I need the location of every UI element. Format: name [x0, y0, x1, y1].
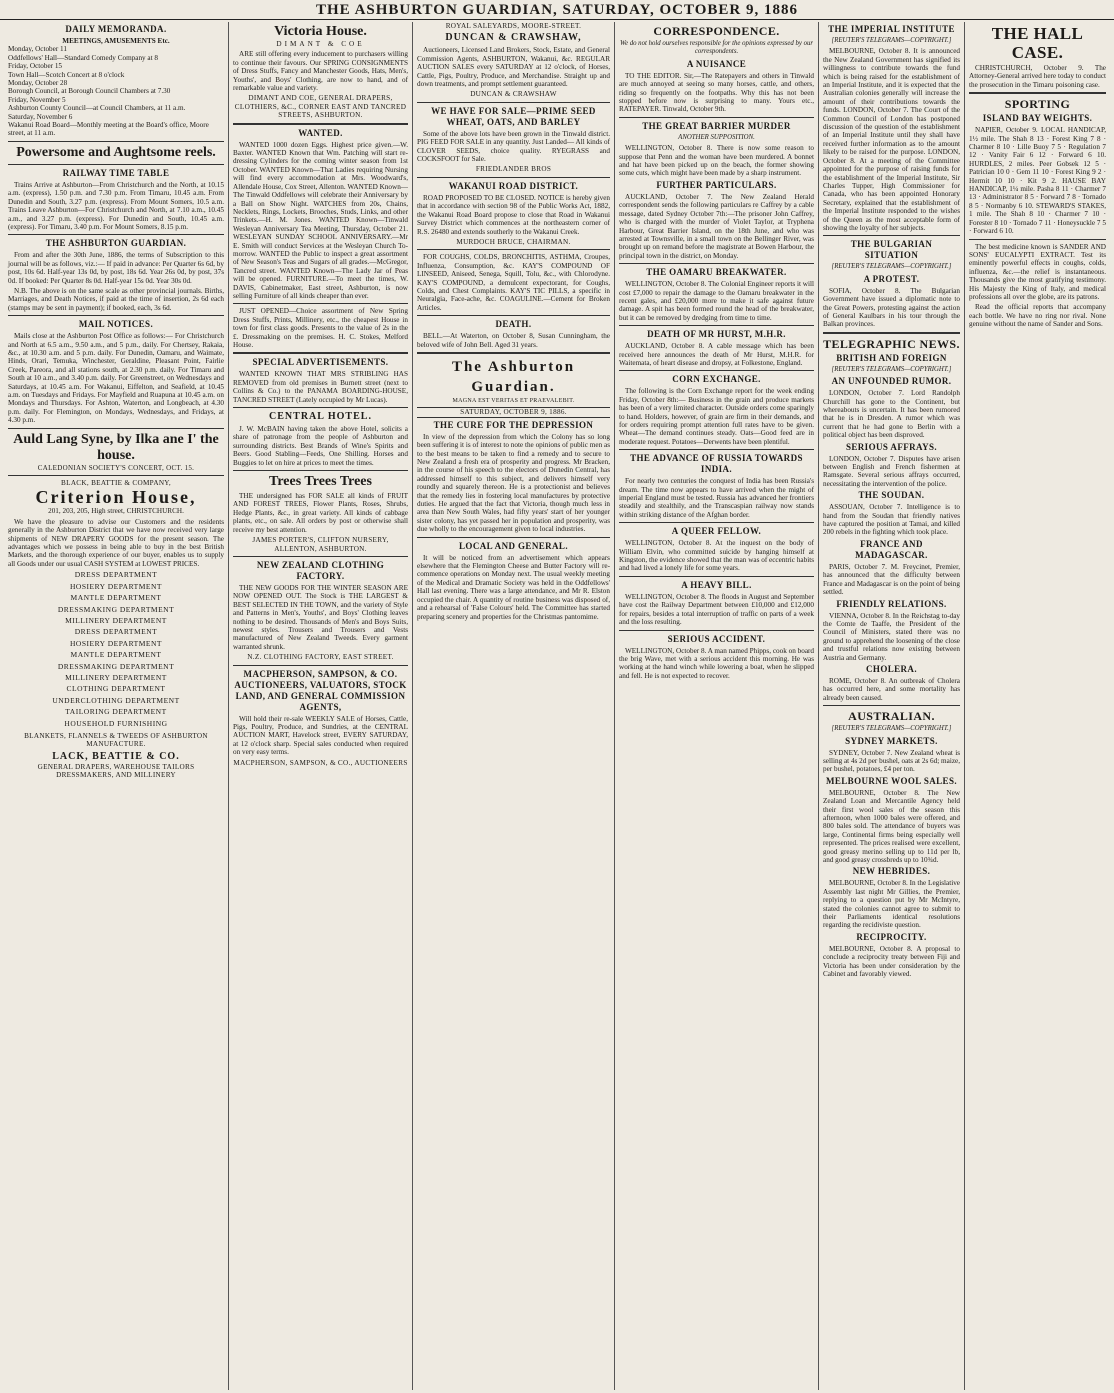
island-text: NAPIER, October 9. LOCAL HANDICAP, 1½ mile. The Shah 8 13 · Forest King 7 8 · Charmer 8 10 · Lille Buoy 7 5 · Regulation 7 12 · Vanity Fair 6 12 · Forward 6 10. HURDLES, 2 miles. Peer Gobsek 12 5 · Patrician 10 0 · Gem 11 10 · Forest King 9 2 · Hermit 10 10 · Kit 9 2. HAUSE BAY HANDICAP, 1¼ mile. Pasha 8 11 · Charmer 7 13 · Administrator 8 5 · Forward 7 8 · Tornado 8 5 · Normanby 6 10. STEWARD'S STAKES, 1 mile. The Shah 8 10 · Charmer 7 10 · Forester 8 10 · Tornado 7 11 · Honeysuckle 7 5 · Forward 6 10. — [969, 126, 1106, 236]
trees-sign: JAMES PORTER'S, CLIFTON NURSERY, ALLENTON, ASHBURTON. — [252, 536, 389, 553]
kays-text: FOR COUGHS, COLDS, BRONCHITIS, ASTHMA, Croupes, Influenza, Consumption, &c. KAY'S COMPOUND OF LINSEED, Aniseed, Senega, Squill, Tolu, &c., with Chlorodyne. KAY'S COMPOUND, a demulcent expectorant, for Coughs, Colds, and Chest Complaints. KAY'S TIC PILLS, a specific in Neuralgia, Face-ache, &c. COAGULINE.—Cement for Broken Articles. — [417, 253, 610, 312]
auld-title: Auld Lang Syne, by Ilka ane I' the house. — [13, 431, 219, 463]
department-line: MANTLE DEPARTMENT — [70, 650, 162, 660]
cure-header: THE CURE FOR THE DEPRESSION — [433, 419, 594, 430]
masthead: THE ASHBURTON GUARDIAN, SATURDAY, OCTOBER 9, 1886 — [0, 0, 1114, 20]
paper-title: The Ashburton Guardian. — [451, 358, 576, 395]
nuisance-header: A NUISANCE — [686, 58, 747, 69]
hall-title: THE HALL CASE. — [991, 24, 1084, 62]
department-line: DRESS DEPARTMENT — [74, 570, 158, 580]
sydney-header: SYDNEY MARKETS. — [845, 735, 938, 746]
serious-header: SERIOUS ACCIDENT. — [667, 633, 766, 644]
nuisance-text: TO THE EDITOR. Sir,—The Ratepayers and others in Tinwald are much annoyed at seeing so many horses, cattle, and others, riding so frequently on the footpaths. Why this has not been stopped before now is surprising to many. Yours etc., RATEPAYER. Tinwald, October 9th. — [619, 71, 814, 114]
wakanui-header: WAKANUI ROAD DISTRICT. — [448, 180, 579, 191]
guardian-header: THE ASHBURTON GUARDIAN. — [45, 238, 187, 249]
guardian-nb: N.B. The above is on the same scale as other provincial journals. Births, Marriages, and Death Notices, if paid at the time of insertion, 2s 6d each (stamps may be sent in payment); if booked, each, 3s 6d. — [8, 286, 224, 312]
mail-header: MAIL NOTICES. — [78, 319, 154, 330]
auld-sub: CALEDONIAN SOCIETY'S CONCERT, OCT. 15. — [37, 463, 195, 472]
memoranda-line: Monday, October 11 — [8, 45, 67, 54]
paper-title-block — [417, 357, 610, 418]
cholera-header: CHOLERA. — [866, 663, 917, 674]
department-line: TAILORING DEPARTMENT — [65, 707, 167, 717]
victoria-text: ARE still offering every inducement to purchasers willing to continue their favours. Our SPRING CONSIGNMENTS of Dress Stuffs, Fancy and Manchester Goods, Hats, Men's, Youths', and Boys' Clothing, are now to hand, and of remarkable value and variety. — [233, 50, 408, 93]
department-line: MANTLE DEPARTMENT — [70, 593, 162, 603]
russia-text: For nearly two centuries the conquest of India has been Russia's dream. The time now appears to have arrived when the might of imperial England must be tested. Russia has advanced her frontiers steadily and stealthily, and the Transcaspian railway now stands within striking distance of the Afghan border. — [619, 477, 814, 519]
railway-header: RAILWAY TIME TABLE — [62, 167, 170, 178]
victoria-sub: DIMANT & COE — [276, 40, 365, 48]
auld-ad — [8, 432, 224, 472]
memoranda-line: Saturday, November 6 — [8, 112, 73, 121]
guardian-text: From and after the 30th June, 1886, the terms of Subscription to this journal will be as follows, viz.:— If paid in advance: Per Quarter 6s 6d, by post, 10s 6d. Half-year 13s 0d, by post, 18s 6d. Year 26s 0d, by post, 37s 0d. If booked: Per Quarter 8s 0d. Half-year 15s 0d. Year 30s 0d. — [8, 251, 224, 285]
russia-header: THE ADVANCE OF RUSSIA TOWARDS INDIA. — [630, 453, 803, 475]
column-4 — [614, 22, 818, 1390]
oamaru-header: THE OAMARU BREAKWATER. — [646, 267, 787, 278]
cure-text: In view of the depression from which the Colony has so long been suffering it is of interest to note the opinions of public men as to the best means to be taken to find a remedy and to secure to New Zealand a fresh era of prosperity and progress. Mr Bracken, in the course of his speech to the electors of Dunedin Central, has addressed himself to this subject, and delivers himself very roundly and squarely thereon. He is a protectionist and believes that the remedy lies in fostering local manufactures by protective duties. He argued that the fact that Victoria, though much less in area than New South Wales, had fifty years' start of her younger sister colony, has yet passed her in population and prosperity, was due wholly to the encouragement given to local industries. — [417, 432, 610, 534]
madagascar-text: PARIS, October 7. M. Freycinet, Premier, has announced that the difficulty between France and Madagascar is on the point of being settled. — [823, 562, 960, 597]
hebrides-text: MELBOURNE, October 8. In the Legislative Assembly last night Mr Gillies, the Premier, replying to a question put by Mr McIntyre, stated the colonies cannot agree to submit to their Parliaments identical resolutions regarding the recidiviste question. — [823, 879, 960, 930]
death-text: BELL.—At Waterton, on October 8, Susan Cunningham, the beloved wife of John Bell. Aged 31 years. — [417, 332, 610, 349]
sporting-header: SPORTING — [1004, 97, 1071, 112]
department-line: DRESSMAKING DEPARTMENT — [57, 604, 175, 614]
australian-tag: [REUTER'S TELEGRAMS—COPYRIGHT.] — [831, 725, 952, 733]
central-text: J. W. McBAIN having taken the above Hotel, solicits a share of patronage from the people of Ashburton and surrounding districts. Best Brands of Wine's Spirits and Beers. Good Stabling—Feeds, One Shilling. Horses and Buggies to let on hire at prices to meet the times. — [233, 425, 408, 467]
trees-title: Trees Trees Trees — [269, 474, 372, 490]
departments-list — [8, 571, 224, 728]
hebrides-header: NEW HEBRIDES. — [852, 866, 931, 877]
friedlander-sign: FRIEDLANDER BROS — [475, 165, 552, 174]
wanted-text: WANTED 1000 dozen Eggs. Highest price given.—W. Baxter. WANTED Known that Wm. Patching will start re-dressing Cylinders for the coming winter season from 1st October. WANTED Known—That Ladies requiring Nursing will find every accommodation at Mrs. Woodward's, Allendale House, Cox Street, Allenton. WANTED Known—The Tinwald Oddfellows will celebrate their Anniversary by a Ball on Show Night. WATCHES from 20s, Chains, Necklets, Rings, Lockets, Brooches, Studs, Links, and other Trinkets.—H. M. Jones. WANTED Known—Tinwald Wesleyan Anniversary Tea Meeting, Thursday, October 21. WESLEYAN SUNDAY SCHOOL ANNIVERSARY.—Mr E. Smith will conduct Services at the Wesleyan Church To-morrow. WANTED the Public to inspect a great assortment of New Season's Teas and Sugars of all grades.—McGregor, Tancred street. WANTED Known—The Lady Jar of Peas will be opened. FURNITURE.—To meet the times, W. DAVIS, Cabinetmaker, East street, Ashburton, is now selling Furniture of all kinds cheaper than ever. — [233, 140, 408, 300]
special-header: SPECIAL ADVERTISEMENTS. — [252, 357, 389, 368]
macpherson-title: MACPHERSON, SAMPSON, & CO. AUCTIONEERS, VALUATORS, STOCK LAND, AND GENERAL COMMISSION AGENTS, — [234, 668, 407, 712]
further-text: AUCKLAND, October 7. The New Zealand Herald correspondent sends the following particulars re Caffrey by a cable message, dated Sydney October 7th:—The prisoner John Caffrey, who is charged with the murder of Violet Taylor, at Tryphena Harbour, Great Barrier Island, on the 18th June, and who was arrested at Townsville, in a small town on the Bellinger River, was brought up on remand before the magistrate at Bowen Harbour, the principal town in the district, on Monday. — [619, 192, 814, 260]
central-ad — [233, 411, 408, 423]
soudan-text: ASSOUAN, October 7. Intelligence is to hand from the Soudan that friendly natives have captured the position at Tamai, and killed 200 rebels in the fighting which took place. — [823, 503, 960, 537]
affrays-text: LONDON, October 7. Disputes have arisen between English and French fishermen at Ramsgate. Several serious affrays occurred, necessitating the intervention of the police. — [823, 454, 960, 488]
memoranda-line: Friday, November 5 — [8, 95, 66, 104]
department-line: HOSIERY DEPARTMENT — [70, 581, 162, 591]
prime-title: WE HAVE FOR SALE—PRIME SEED WHEAT, OATS, AND BARLEY — [431, 105, 596, 127]
memoranda-line: Friday, October 15 — [8, 62, 63, 71]
wool-header: MELBOURNE WOOL SALES. — [825, 775, 958, 786]
death-mp-text: AUCKLAND, October 8. A cable message which has been received here announces the death of Mr Hurst, M.H.R. for Waitemata, of heart disease and dropsy, at Folkestone, England. — [619, 342, 814, 367]
australian-header: AUSTRALIAN. — [848, 709, 935, 724]
victoria-ad — [233, 24, 408, 48]
further-header: FURTHER PARTICULARS. — [656, 179, 777, 190]
imperial-tag: [REUTER'S TELEGRAMS—COPYRIGHT.] — [831, 37, 952, 44]
tele-header: TELEGRAPHIC NEWS. — [823, 336, 960, 351]
duncan-text: Auctioneers, Licensed Land Brokers, Stock, Estate, and General Commission Agents, ASHBURTON, Wakanui, &c. REGULAR AUCTION SALES every SATURDAY at 12 o'clock, of Horses, Cattle, Pigs, Poultry, Produce, and Merchandise. Straight up and down treatments, and prompt settlement guaranteed. — [417, 46, 610, 89]
affrays-header: SERIOUS AFFRAYS. — [845, 441, 938, 452]
column-2 — [228, 22, 412, 1390]
island-header: ISLAND BAY WEIGHTS. — [982, 113, 1093, 124]
memoranda-line: Ashburton County Council—at Council Chambers, at 11 a.m. — [8, 104, 186, 113]
criterion-text: We have the pleasure to advise our Customers and the residents generally in the Ashburton District that we have now received very large shipments of NEW DRAPERY GOODS for the present season. The advantages which we possess in being able to buy in the best British Markets, and the thorough experience of our buyer, enables us to supply all Goods under our usual CASH SYSTEM at LOWEST PRICES. — [8, 517, 224, 568]
prime-text: Some of the above lots have been grown in the Tinwald district. PIG FEED FOR SALE in any quantity. Just Landed— All kinds of CLOVER SEEDS, choice quality. RYEGRASS and COCKSFOOT for Sale. — [417, 129, 610, 164]
railway-text: Trains Arrive at Ashburton—From Christchurch and the North, at 10.15 a.m. (express), 1.50 p.m. and 7.30 p.m. From Timaru, 10.45 a.m. From Dunedin and South, 3.27 p.m. (express). From Mount Somers, 10.5 a.m. Trains Leave Ashburton—For Christchurch and North, at 7.10 a.m., 10.45 a.m., and 3.27 p.m. (express). For Dunedin and South, 10.45 a.m. (express). For Timaru, 3.40 p.m. For Mount Somers, 8.15 p.m. — [8, 180, 224, 231]
department-line: CLOTHING DEPARTMENT — [66, 684, 166, 694]
tele-tag: [REUTER'S TELEGRAMS—COPYRIGHT.] — [831, 365, 952, 373]
cholera-text: ROME, October 8. An outbreak of Cholera has occurred here, and some mortality has already been caused. — [823, 676, 960, 702]
corr-note: We do not hold ourselves responsible for the opinions expressed by our correspondents. — [619, 40, 814, 56]
department-line: HOUSEHOLD FURNISHING — [64, 718, 168, 728]
barrier-text: WELLINGTON, October 8. There is now some reason to suppose that Penn and the woman have been murdered. A bonnet and hat have been picked up on the beach, the former showing some cuts, which might have been made by a sharp instrument. — [619, 144, 814, 178]
protest-header: A PROTEST. — [863, 273, 920, 284]
corn-text: The following is the Corn Exchange report for the week ending Friday, October 8th:— Business in the grain and produce markets has been of a very limited character. Outside orders come sparingly to hand. Holders, however, of grain are firm in their demands, and for orders requiring prompt attention full rates have to be given. Wheat—The demand continues steady. Oats—Good feed are in moderate request. Potatoes—Derwents have been plentiful. — [619, 387, 814, 446]
memoranda-line: Wakanui Road Board—Monthly meeting at the Board's office, Moore street, at 11 a.m. — [8, 121, 209, 138]
memoranda-line: Monday, October 28 — [8, 79, 68, 88]
department-line: MILLINERY DEPARTMENT — [65, 615, 167, 625]
powersome-ad — [8, 145, 224, 161]
rumor-header: AN UNFOUNDED RUMOR. — [831, 376, 952, 387]
column-5 — [818, 22, 964, 1390]
mail-text: Mails close at the Ashburton Post Office as follows:— For Christchurch and North at 6.5 a.m., 9.50 a.m., and 5 p.m., daily. For Chertsey, Rakaia, &c., at 10.30 a.m. and 5 p.m. daily. For Dunedin, Oamaru, and Waimate, Hinds, Orari, Temuka, Winchester, Geraldine, Pleasant Point, Fairlie Creek, Pareora, and all stations south, at 2.30 p.m. daily. For Timaru and South at 10 a.m., and 3.40 p.m. daily. For Greenstreet, on Wednesdays and Saturdays, at 10.45 a.m. For Wakanui, Eiffelton, and Seafield, at 10.45 a.m. on Tuesdays and Fridays. For Mayfield and Ruapuna at 10.45 a.m. on Mondays and Thursdays. For Ashton, Waterton, and Longbeach, at 4.30 p.m. daily. For Flemington, on Mondays, Wednesdays, and Fridays, at 4.30 p.m. — [8, 332, 224, 425]
department-line: HOSIERY DEPARTMENT — [70, 638, 162, 648]
just-opened-text: JUST OPENED—Choice assortment of New Spring Dress Stuffs, Prints, Millinery, etc., the cheapest House in town for first class goods. Presents to the value of 2s in the £. Dressmaking on the premises. H. C. Stokes, Melford House. — [233, 307, 408, 349]
department-line: MILLINERY DEPARTMENT — [65, 672, 167, 682]
columns — [4, 22, 1110, 1390]
criterion-title: Criterion House, — [35, 487, 197, 508]
heavy-header: A HEAVY BILL. — [681, 579, 752, 590]
protest-text: SOFIA, October 8. The Bulgarian Government have issued a diplomatic note to the Great Powers, protesting against the action of General Kaulbars in his tour through the Balkan provinces. — [823, 286, 960, 329]
barrier-sub: ANOTHER SUPPOSITION. — [678, 133, 755, 141]
bulgaria-note: The best medicine known is SANDER AND SONS' EUCALYPTI EXTRACT. Test its eminently powerful effects in coughs, colds, influenza, &c.—the relief is instantaneous. Thousands give the most gratifying testimony. His Majesty the King of Italy, and medical professions all over the globe, are its patrons. — [969, 242, 1106, 301]
department-line: DRESS DEPARTMENT — [74, 627, 158, 637]
wanted-header: WANTED. — [298, 127, 343, 138]
nz-clothing-text: THE NEW GOODS FOR THE WINTER SEASON ARE NOW OPENED OUT. The Stock is THE LARGEST & BEST SELECTED IN THE TOWN, and the variety of Style and Patterns in Men's, Youths', and Boys' Clothing leaves nothing to be desired. Thousands of Men's and Boys Suits, newest styles. Trousers and Trousers and Vests manufactured of New Zealand Tweeds. Every garment warranted shrunk. — [233, 583, 408, 651]
memoranda-line: Town Hall—Scotch Concert at 8 o'clock — [8, 70, 125, 79]
stribling-text: WANTED KNOWN THAT MRS STRIBLING HAS REMOVED from old premises in Burnett street (next to Collins & Co.) to the PANAMA BOARDING-HOUSE, TANCRED STREET (Lately occupied by Mr Lucas). — [233, 370, 408, 404]
lack-ad — [8, 751, 224, 780]
royal-header: ROYAL SALEYARDS, MOORE-STREET. — [445, 22, 582, 30]
wakanui-text: ROAD PROPOSED TO BE CLOSED. NOTICE is hereby given that in accordance with section 98 of the Public Works Act, 1882, the Wakanui Road Board propose to close that Road in Wakanui Survey District which commences at the northeastern corner of R.S. 26480 and extends southerly to the Wakanui Creek. — [417, 193, 610, 236]
imperial-note: Read the official reports that accompany each bottle. We have no ring nor rival. None genuine without the name of Sander and Sons. — [969, 303, 1106, 329]
macpherson-text: Will hold their re-sale WEEKLY SALE of Horses, Cattle, Pigs, Poultry, Produce, and Sundries, at the CENTRAL AUCTION MART, Havelock street, EVERY SATURDAY, at 12 o'clock sharp. Special sales conducted when required on very easy terms. — [233, 714, 408, 757]
soudan-header: THE SOUDAN. — [858, 490, 925, 501]
queer-header: A QUEER FELLOW. — [671, 526, 762, 537]
blankets-line: BLANKETS, FLANNELS & TWEEDS OF ASHBURTON MANUFACTURE. — [24, 731, 208, 749]
wakanui-sign: MURDOCH BRUCE, CHAIRMAN. — [456, 237, 571, 246]
corr-header: CORRESPONDENCE. — [653, 24, 780, 38]
rumor-text: LONDON, October 7. Lord Randolph Churchill has gone to the Continent, but whereabouts is uncertain. It has been rumored that he is in Dresden. A rumor which was current that he had gone to Berlin with a political object has been disproved. — [823, 389, 960, 440]
column-6 — [964, 22, 1110, 1390]
memoranda-list — [8, 37, 224, 138]
column-1 — [4, 22, 228, 1390]
imperial-header: THE IMPERIAL INSTITUTE — [828, 24, 955, 34]
memoranda-line: Borough Council, at Borough Council Chambers at 7.30 — [8, 87, 171, 96]
lack-title: LACK, BEATTIE & CO. — [52, 750, 180, 762]
macpherson-sign: MACPHERSON, SAMPSON, & CO., AUCTIONEERS — [233, 758, 408, 767]
nz-clothing-title: NEW ZEALAND CLOTHING FACTORY. — [256, 559, 385, 581]
paper-motto: MAGNA EST VERITAS ET PRAEVALEBIT. — [452, 397, 575, 404]
friendly-header: FRIENDLY RELATIONS. — [836, 598, 947, 609]
duncan-title: DUNCAN & CRAWSHAW, — [445, 32, 582, 44]
department-line: UNDERCLOTHING DEPARTMENT — [52, 695, 180, 705]
wool-text: MELBOURNE, October 8. The New Zealand Loan and Mercantile Agency held their first wool sales of the season this afternoon, when 1000 bales were offered, and 800 bales sold. The attendance of buyers was large, Continental firms being especially well represented. The prices realised were excellent, good greasy merino selling up to 11d per lb, and good greasy crossbreds up to 10¾d. — [823, 788, 960, 865]
recip-text: MELBOURNE, October 8. A proposal to conclude a reciprocity treaty between Fiji and Victoria has been under consideration by the Cabinet and favorably viewed. — [823, 944, 960, 979]
bulgarian-tag: [REUTER'S TELEGRAMS—COPYRIGHT.] — [831, 263, 952, 271]
memoranda-line: MEETINGS, AMUSEMENTS Etc. — [62, 37, 170, 45]
barrier-header: THE GREAT BARRIER MURDER — [642, 120, 791, 131]
sydney-text: SYDNEY, October 7. New Zealand wheat is selling at 4s 2d per bushel, oats at 2s 6d; maize, per bushel, potatoes, £4 per ton. — [823, 748, 960, 774]
trees-text: THE undersigned has FOR SALE all kinds of FRUIT AND FOREST TREES, Flower Plants, Roses, Shrubs, Hedge Plants, &c., in great variety. All kinds of cabbage plants, etc., on sale. All orders by post or otherwise shall receive my best attention. — [233, 492, 408, 534]
nz-clothing-sign: N.Z. CLOTHING FACTORY, EAST STREET. — [247, 653, 394, 662]
queer-text: WELLINGTON, October 8. At the inquest on the body of William Elvin, who committed suicide by hanging himself at Kingston, the evidence showed that the man was of eccentric habits and had lived a lonely life for some years. — [619, 539, 814, 573]
memoranda-line: Oddfellows' Hall—Standard Comedy Company at 8 — [8, 53, 159, 62]
death-mp-header: DEATH OF MR HURST, M.H.R. — [647, 329, 786, 340]
dimant-sign: DIMANT AND COE, GENERAL DRAPERS, CLOTHIERS, &C., CORNER EAST AND TANCRED STREETS, ASHBURTON. — [234, 94, 407, 120]
imperial-text: MELBOURNE, October 8. It is announced the New Zealand Government has signified its willingness to contribute towards the fund which is being raised for the establishment of an Imperial Institute, and it is expected that the Australian colonies generally will increase the amount of their contributions towards the funds. LONDON, October 7. The Court of the Common Council of London has postponed discussion of the question of the establishment of an Imperial Institute until they shall have received further information as to the amount likely to be raised for the purpose. LONDON, October 8. At a meeting of the Committee appointed for the purpose of raising funds for the establishment of the Imperial Institute, Sir Charles Tupper, High Commissioner for Canada, who has been appointed Honorary Secretary, explained that the establishment of the Imperial Institute responded to the wishes of the Queen as the most acceptable form of showing the loyalty of her subjects. — [823, 47, 960, 232]
trees-ad — [233, 474, 408, 490]
heavy-text: WELLINGTON, October 8. The floods in August and September have cost the Railway Department between £10,000 and £12,000 for repairs, besides a total interruption of traffic on parts of a week and the loss resulting. — [619, 592, 814, 627]
local-text: It will be noticed from an advertisement which appears elsewhere that the Flemington Cheese and Butter Factory will re-commence operations on Monday next. The usual weekly meeting of the Medical and Dramatic Society was held in the Oddfellows' Hall last evening. There was a large attendance, and Mr R. Elston occupied the chair. A quantity of routine business was disposed of, and a rehearsal of 'False Colours' held. The Committee has started preparing scenery and properties for the Christmas pantomime. — [417, 553, 610, 621]
oamaru-text: WELLINGTON, October 8. The Colonial Engineer reports it will cost £7,000 to repair the damage to the Oamaru breakwater in the recent gales, and £20,000 more to make it safe against future damage. A spit has been formed round the head of the breakwater, but it can be removed by dredging from time to time. — [619, 280, 814, 322]
powersome-title: Powersome and Aughtsome reels. — [16, 144, 216, 160]
central-title: CENTRAL HOTEL. — [269, 411, 372, 423]
criterion-addr: 201, 203, 205, High street, CHRISTCHURCH. — [48, 507, 184, 516]
memoranda-header: DAILY MEMORANDA. — [65, 24, 167, 34]
friendly-text: VIENNA, October 8. In the Reichstag to-day the Comte de Taaffe, the President of the Council of Ministers, stated there was no ground to apprehend the loosening of the close and trustful relations now existing between Austria and Germany. — [823, 611, 960, 662]
local-header: LOCAL AND GENERAL. — [459, 540, 568, 551]
recip-header: RECIPROCITY. — [856, 931, 927, 942]
duncan-sign: DUNCAN & CRAWSHAW — [470, 90, 557, 99]
column-3 — [412, 22, 614, 1390]
death-header: DEATH. — [495, 319, 532, 330]
victoria-title: Victoria House. — [274, 24, 367, 39]
madagascar-header: FRANCE AND MADAGASCAR. — [855, 538, 928, 560]
criterion-pre: BLACK, BEATTIE & COMPANY, — [61, 479, 171, 488]
lack-sub: GENERAL DRAPERS, WAREHOUSE TAILORS DRESSMAKERS, AND MILLINERY — [37, 762, 195, 780]
hall-text: CHRISTCHURCH, October 9. The Attorney-General arrived here today to conduct the prosecution in the Timaru poisoning case. — [969, 64, 1106, 89]
duncan-ad — [417, 32, 610, 44]
paper-date: SATURDAY, OCTOBER 9, 1886. — [417, 407, 610, 417]
department-line: DRESSMAKING DEPARTMENT — [57, 661, 175, 671]
serious-text: WELLINGTON, October 8. A man named Phipps, cook on board the brig Wave, met with a serious accident this morning. He was working at the hand winch while lowering a boat, when he slipped and fell. He is not expected to recover. — [619, 646, 814, 680]
bulgarian-header: THE BULGARIAN SITUATION — [850, 239, 933, 261]
corn-header: CORN EXCHANGE. — [672, 374, 761, 385]
criterion-ad — [8, 479, 224, 516]
tele-sub: BRITISH AND FOREIGN — [836, 352, 947, 363]
